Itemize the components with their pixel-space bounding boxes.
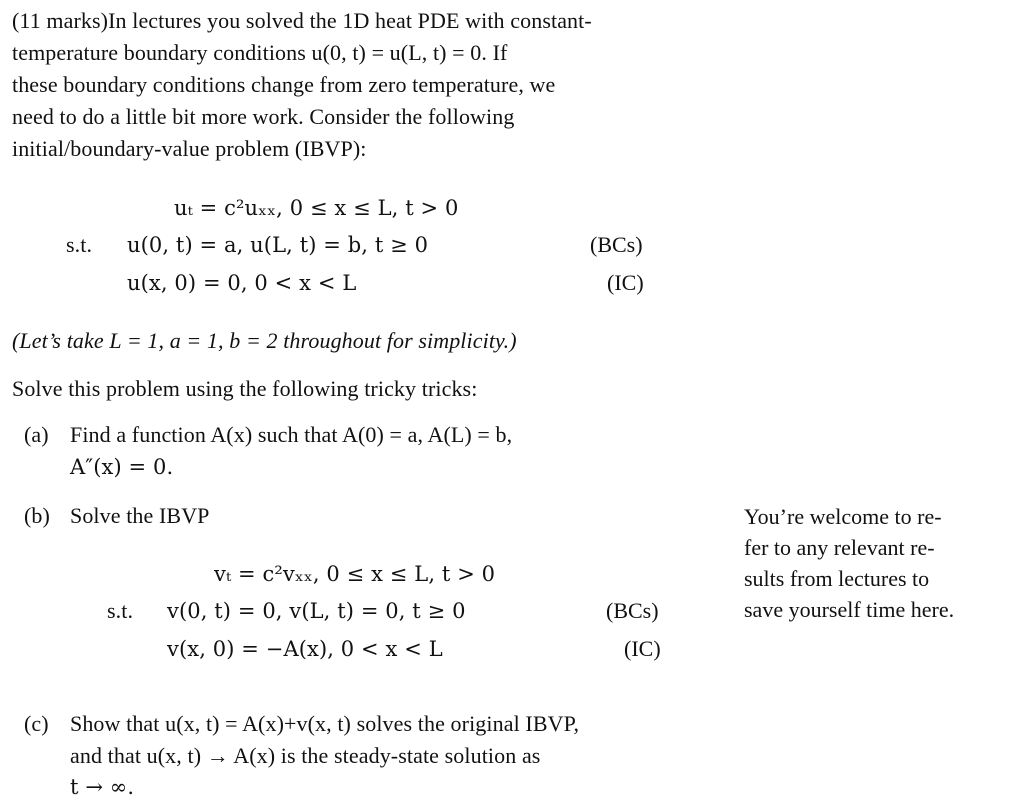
initial-condition-equation: u(x, 0) = 0, 0 < x < L [127, 271, 357, 295]
side-note-line-2: fer to any relevant re- [744, 535, 935, 560]
such-that-label: s.t. [66, 232, 93, 257]
part-b-ic-label: (IC) [624, 636, 661, 661]
part-c-marker: (c) [24, 711, 49, 736]
part-a-line-1: Find a function A(x) such that A(0) = a, A(L) = b, [70, 422, 513, 447]
part-b-pde-equation: vₜ = c²vₓₓ, 0 ≤ x ≤ L, t > 0 [214, 562, 496, 586]
intro-line-2: temperature boundary conditions u(0, t) = u(L, t) = 0. If [12, 40, 508, 65]
part-b-initial-condition-equation: v(x, 0) = −A(x), 0 < x < L [167, 637, 443, 661]
intro-line-5: initial/boundary-value problem (IBVP): [12, 136, 367, 161]
intro-line-3: these boundary conditions change from zero temperature, we [12, 72, 556, 97]
side-note-line-4: save yourself time here. [744, 597, 955, 622]
part-b-line-1: Solve the IBVP [70, 503, 210, 528]
side-note-line-3: sults from lectures to [744, 566, 930, 591]
intro-line-4: need to do a little bit more work. Consider the following [12, 104, 515, 129]
part-b-boundary-conditions-equation: v(0, t) = 0, v(L, t) = 0, t ≥ 0 [167, 599, 466, 623]
instruction-text: Solve this problem using the following tricky tricks: [12, 376, 478, 401]
bcs-label: (BCs) [590, 232, 643, 257]
side-note [744, 501, 1018, 625]
pde-equation: uₜ = c²uₓₓ, 0 ≤ x ≤ L, t > 0 [174, 196, 459, 220]
ic-label: (IC) [607, 270, 644, 295]
intro-line-1: (11 marks)In lectures you solved the 1D heat PDE with constant- [12, 8, 592, 33]
part-a-marker: (a) [24, 422, 49, 447]
side-note-line-1: You’re welcome to re- [744, 504, 942, 529]
part-b-marker: (b) [24, 503, 50, 528]
boundary-conditions-equation: u(0, t) = a, u(L, t) = b, t ≥ 0 [127, 233, 429, 257]
simplicity-note: (Let’s take L = 1, a = 1, b = 2 throughout for simplicity.) [12, 328, 517, 353]
part-b-such-that-label: s.t. [107, 598, 134, 623]
part-b-bcs-label: (BCs) [606, 598, 659, 623]
part-c-line-2: and that u(x, t) → A(x) is the steady-state solution as [70, 743, 541, 768]
part-c-line-1: Show that u(x, t) = A(x)+v(x, t) solves the original IBVP, [70, 711, 580, 736]
part-c-line-3: t → ∞. [70, 775, 135, 799]
part-a-line-2: A″(x) = 0. [70, 455, 174, 479]
